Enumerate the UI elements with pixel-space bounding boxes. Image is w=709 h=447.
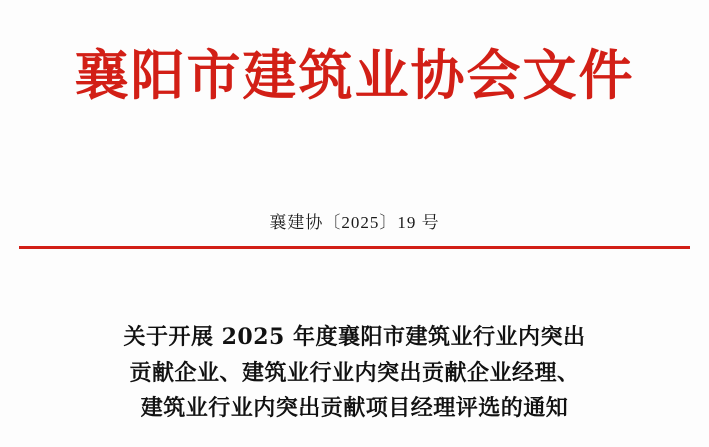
- red-horizontal-rule: [19, 246, 690, 249]
- document-number: 襄建协〔2025〕19 号: [269, 213, 440, 232]
- document-title-line-2: 贡献企业、建筑业行业内突出贡献企业经理、: [129, 359, 580, 386]
- document-title-block: [57, 320, 652, 427]
- document-masthead-title: 襄阳市建筑业协会文件: [74, 43, 635, 107]
- document-title-line-3: 建筑业行业内突出贡献项目经理评选的通知: [140, 395, 569, 422]
- document-title-line-1: 关于开展 2025 年度襄阳市建筑业行业内突出: [123, 324, 586, 350]
